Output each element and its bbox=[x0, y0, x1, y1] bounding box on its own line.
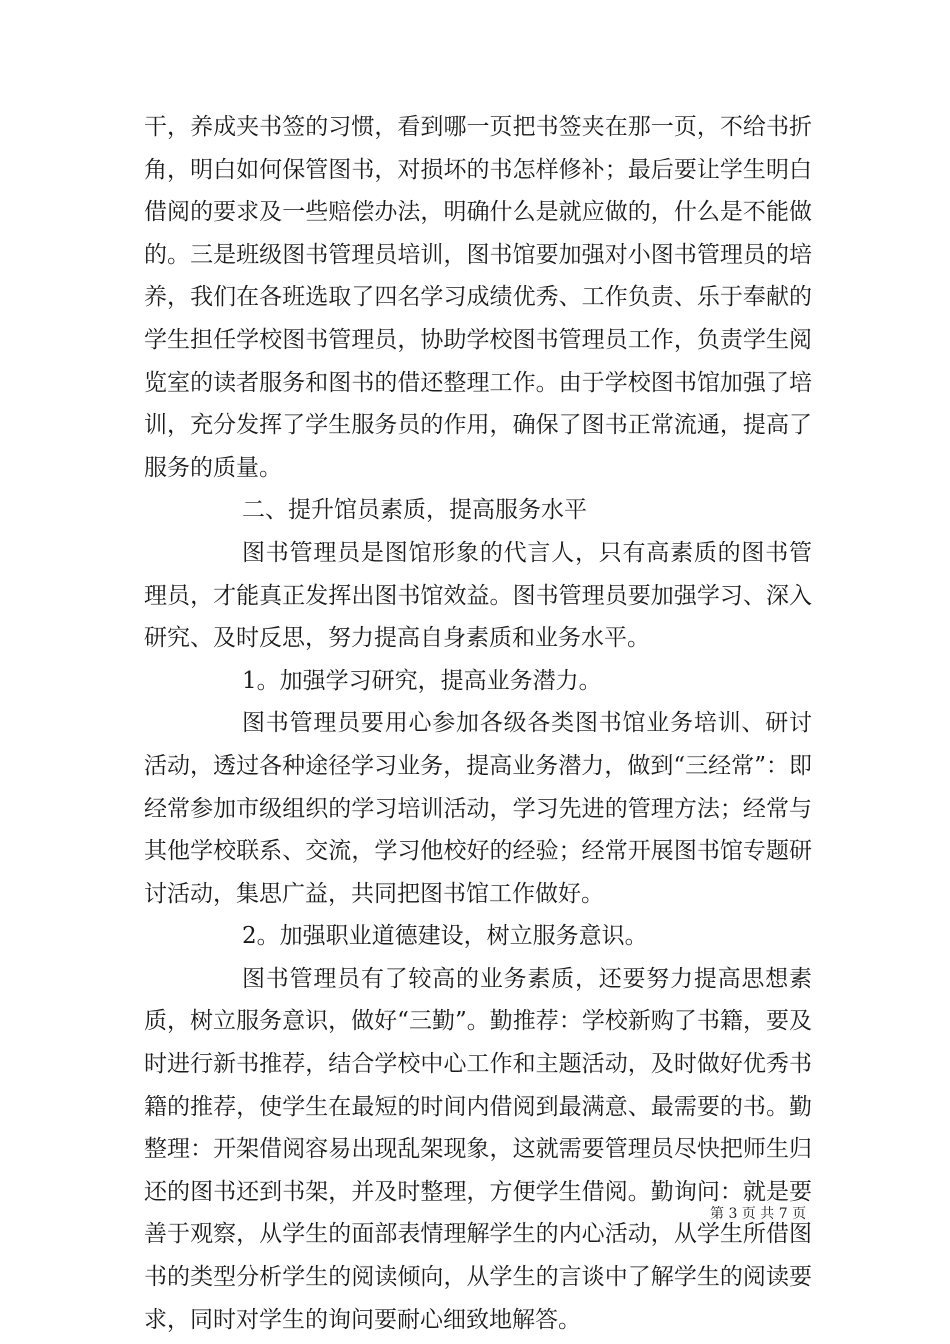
subheading-professional-ethics: 2。加强职业道德建设，树立服务意识。 bbox=[242, 923, 648, 950]
paragraph-three-diligences: 图书管理员有了较高的业务素质，还要努力提高思想素质，树立服务意识，做好“三勤”。勤推荐：学校新购了书籍，要及时进行新书推荐，结合学校中心工作和主题活动，及时做好优秀书籍的推荐，使学生在最短的时间内借阅到最满意、最需要的书。勤整理：开架借阅容易出现乱架现象，这就需要管理员尽快把师生归还的图书还到书架，并及时整理，方便学生借阅。勤询问：就是要善于观察，从学生的面部表情理解学生的内心活动，从学生所借图书的类型分析学生的阅读倾向，从学生的言谈中了解学生的阅读要求，同时对学生的询问要耐心细致地解答。 bbox=[144, 965, 812, 1333]
paragraph-three-regulars: 图书管理员要用心参加各级各类图书馆业务培训、研讨活动，透过各种途径学习业务，提高业务潜力，做到“三经常”：即经常参加市级组织的学习培训活动，学习先进的管理方法；经常与其他学校联系、交流，学习他校好的经验；经常开展图书馆专题研讨活动，集思广益，共同把图书馆工作做好。 bbox=[144, 710, 812, 907]
section-heading-improve-librarian-quality: 二、提升馆员素质，提高服务水平 bbox=[242, 497, 587, 524]
subheading-study-research: 1。加强学习研究，提高业务潜力。 bbox=[242, 667, 602, 694]
page-number-footer: 第 3 页 共 7 页 bbox=[710, 1206, 807, 1222]
document-body bbox=[144, 106, 812, 1341]
paragraph-continuation: 干，养成夹书签的习惯，看到哪一页把书签夹在那一页，不给书折角，明白如何保管图书，对损坏的书怎样修补；最后要让学生明白借阅的要求及一些赔偿办法，明确什么是就应做的，什么是不能做的。三是班级图书管理员培训，图书馆要加强对小图书管理员的培养，我们在各班选取了四名学习成绩优秀、工作负责、乐于奉献的学生担任学校图书管理员，协助学校图书管理员工作，负责学生阅览室的读者服务和图书的借还整理工作。由于学校图书馆加强了培训，充分发挥了学生服务员的作用，确保了图书正常流通，提高了服务的质量。 bbox=[144, 114, 812, 481]
paragraph-librarian-role: 图书管理员是图馆形象的代言人，只有高素质的图书管理员，才能真正发挥出图书馆效益。图书管理员要加强学习、深入研究、及时反思，努力提高自身素质和业务水平。 bbox=[144, 539, 812, 652]
